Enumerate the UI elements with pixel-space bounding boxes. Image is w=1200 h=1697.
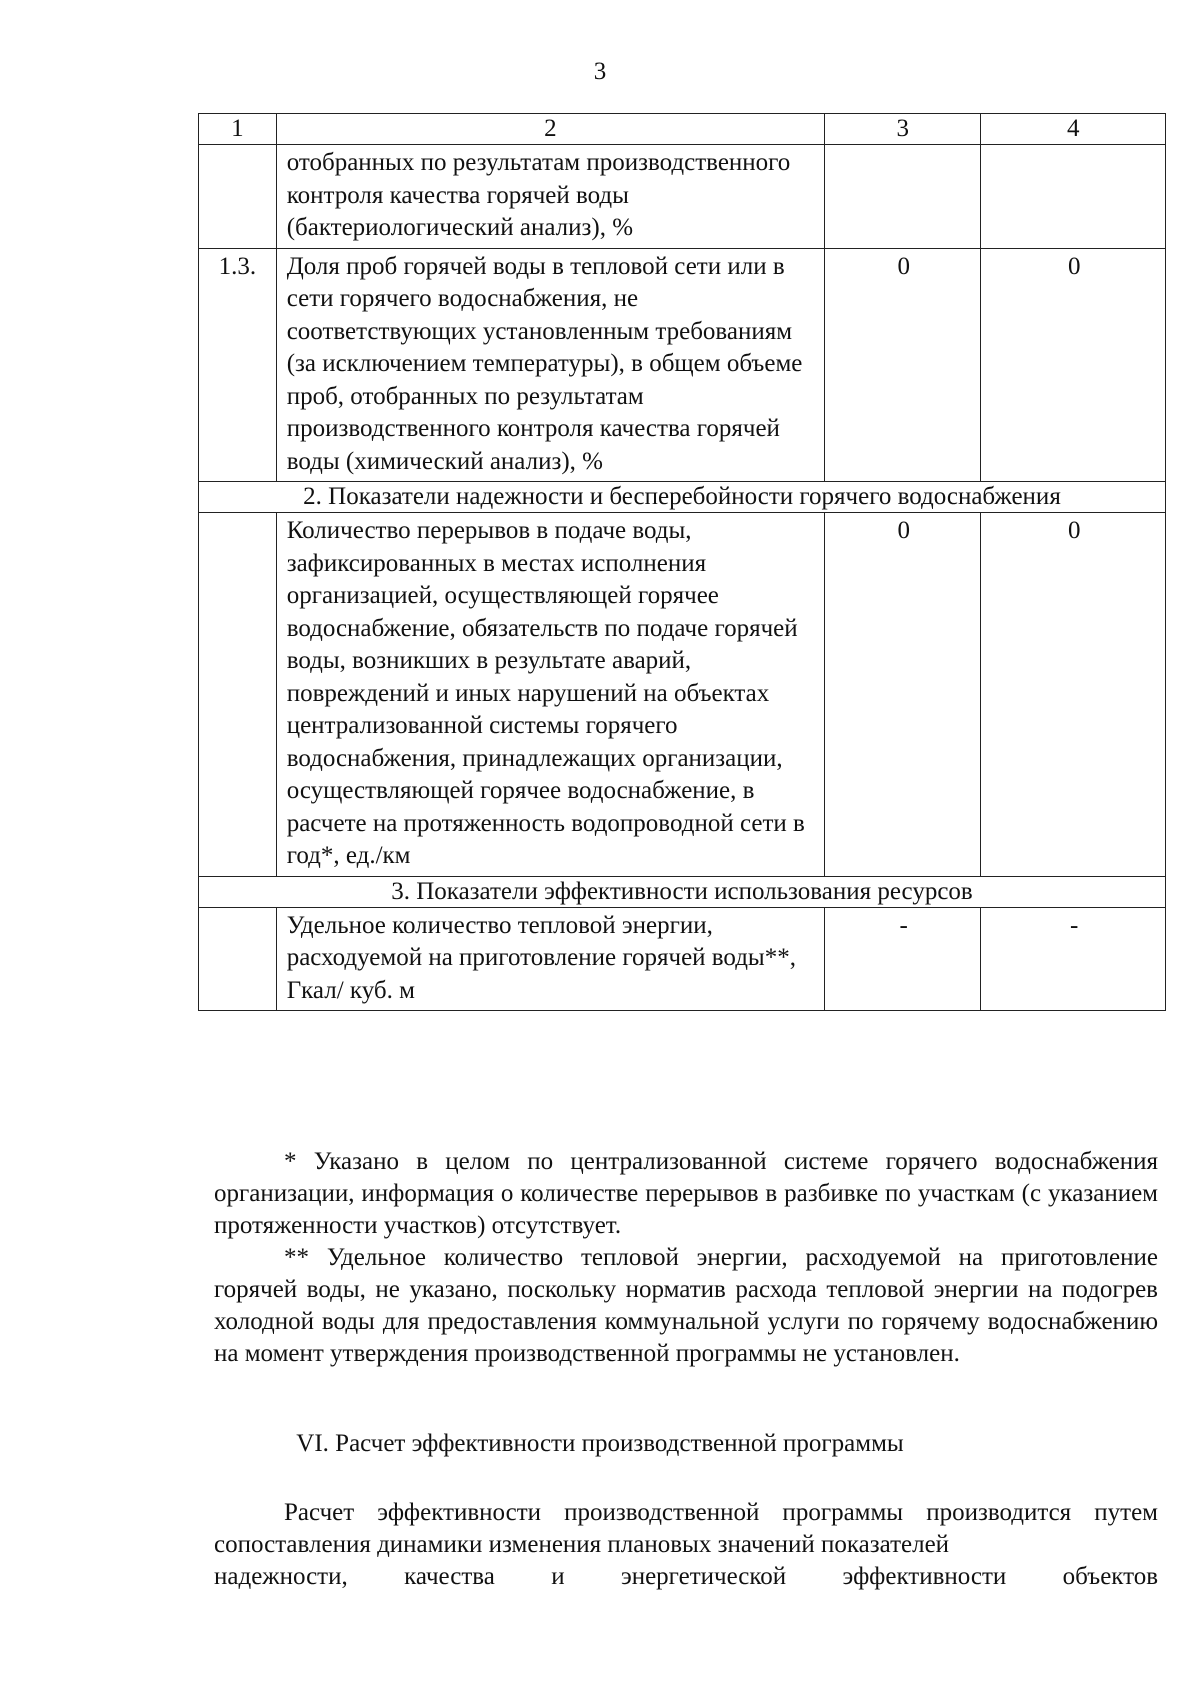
paragraph-last-line: надежности, качества и энергетической эффективности объектов <box>214 1563 1158 1590</box>
table-row <box>199 907 1166 1011</box>
row-value-col3: - <box>824 907 980 1011</box>
table-row <box>199 145 1166 249</box>
row-number <box>199 145 277 249</box>
paragraph-main: Расчет эффективности производственной программы производится путем сопоставления динамики изменения плановых значений показателей <box>214 1499 1158 1558</box>
table-row <box>199 248 1166 482</box>
row-number <box>199 907 277 1011</box>
row-value-col4: 0 <box>981 513 1166 877</box>
row-value-col3 <box>824 145 980 249</box>
section-2-title: 2. Показатели надежности и бесперебойности горячего водоснабжения <box>199 482 1166 513</box>
header-col-4: 4 <box>981 114 1166 145</box>
row-value-col3: 0 <box>824 513 980 877</box>
row-description: отобранных по результатам производственного контроля качества горячей воды (бактериологический анализ), % <box>276 145 824 249</box>
row-value-col3: 0 <box>824 248 980 482</box>
row-value-col4 <box>981 145 1166 249</box>
header-col-1: 1 <box>199 114 277 145</box>
indicators-table <box>198 113 1166 1011</box>
page-number: 3 <box>593 58 607 85</box>
row-number: 1.3. <box>199 248 277 482</box>
section-3-title: 3. Показатели эффективности использования ресурсов <box>199 876 1166 907</box>
row-value-col4: - <box>981 907 1166 1011</box>
footnote-2: ** Удельное количество тепловой энергии, расходуемой на приготовление горячей воды, не указано, поскольку норматив расхода тепловой энергии на подогрев холодной воды для предоставления коммунальной услуги по горячему водоснабжению на момент утверждения производственной программы не установлен. <box>214 1244 1158 1367</box>
row-description: Доля проб горячей воды в тепловой сети или в сети горячего водоснабжения, не соответствующих установленным требованиям (за исключением температуры), в общем объеме проб, отобранных по результатам производственного контроля качества горячей воды (химический анализ), % <box>276 248 824 482</box>
section-row <box>199 876 1166 907</box>
row-number <box>199 513 277 877</box>
footnote-1-block <box>214 1146 1158 1242</box>
section-row <box>199 482 1166 513</box>
header-col-3: 3 <box>824 114 980 145</box>
header-col-2: 2 <box>276 114 824 145</box>
body-paragraph <box>214 1497 1158 1593</box>
row-description: Удельное количество тепловой энергии, расходуемой на приготовление горячей воды**, Гкал/ куб. м <box>276 907 824 1011</box>
footnote-1: * Указано в целом по централизованной системе горячего водоснабжения организации, информация о количестве перерывов в разбивке по участкам (с указанием протяженности участков) отсутствует. <box>214 1148 1158 1239</box>
section-heading: VI. Расчет эффективности производственной программы <box>296 1430 904 1457</box>
row-value-col4: 0 <box>981 248 1166 482</box>
row-description: Количество перерывов в подаче воды, зафиксированных в местах исполнения организацией, осуществляющей горячее водоснабжение, обязательств по подаче горячей воды, возникших в результате аварий, повреждений и иных нарушений на объектах централизованной системы горячего водоснабжения, принадлежащих организации, осуществляющей горячее водоснабжение, в расчете на протяженность водопроводной сети в год*, ед./км <box>276 513 824 877</box>
table-row <box>199 513 1166 877</box>
footnote-2-block <box>214 1242 1158 1370</box>
table-header-row <box>199 114 1166 145</box>
